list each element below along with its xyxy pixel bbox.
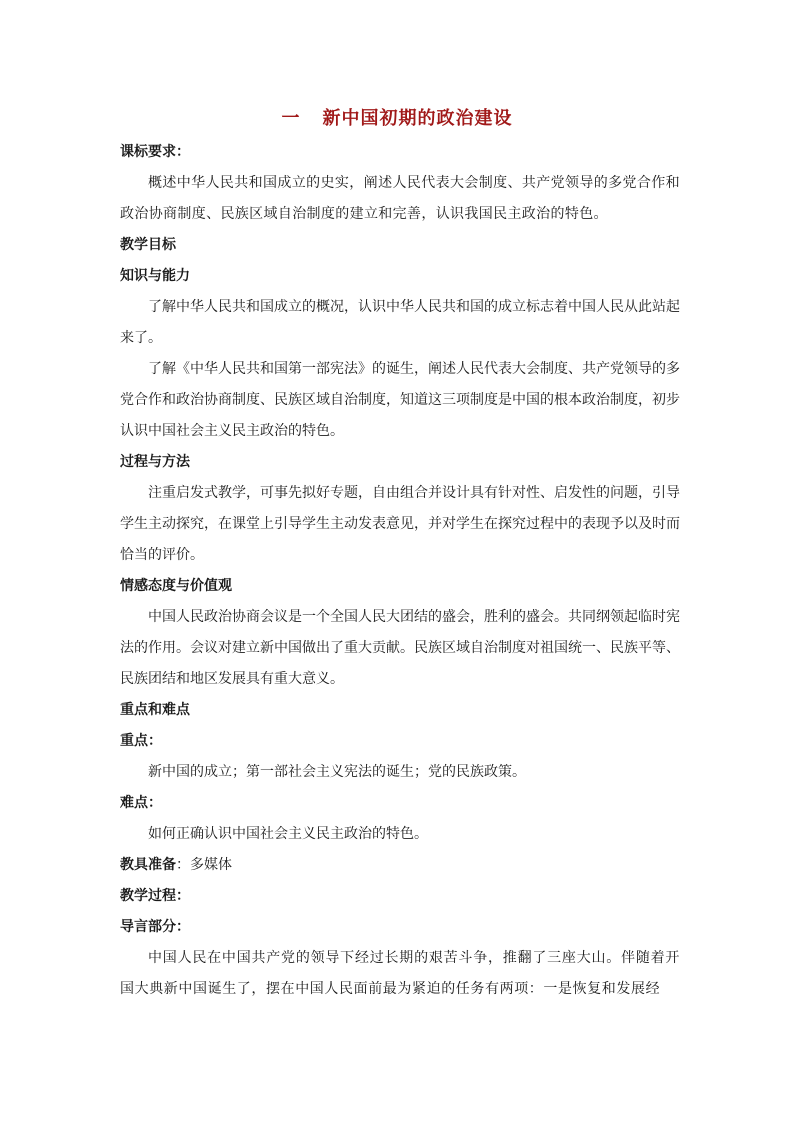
key-heading: 重点： [120,733,162,749]
emotion-heading: 情感态度与价值观 [120,578,232,594]
tools-value: ：多媒体 [176,857,232,873]
emotion-paragraph: 中国人民政治协商会议是一个全国人民大团结的盛会，胜利的盛会。共同纲领起临时宪法的作用。会议对建立新中国做出了重大贡献。民族区域自治制度对祖国统一、民族平等、民族团结和地区发展具有重大意义。 [120,609,680,687]
intro-paragraph: 中国人民在中国共产党的领导下经过长期的艰苦斗争，推翻了三座大山。伴随着开国大典新中国诞生了，摆在中国人民面前最为紧迫的任务有两项：一是恢复和发展经 [120,950,680,997]
curriculum-heading: 课标要求： [120,144,190,160]
document-body [120,137,680,1005]
process-paragraph: 注重启发式教学，可事先拟好专题，自由组合并设计具有针对性、启发性的问题，引导学生主动探究，在课堂上引导学生主动发表意见，并对学生在探究过程中的表现予以及时而恰当的评价。 [120,485,680,563]
knowledge-paragraph-2: 了解《中华人民共和国第一部宪法》的诞生，阐述人民代表大会制度、共产党领导的多党合作和政治协商制度、民族区域自治制度，知道这三项制度是中国的根本政治制度，初步认识中国社会主义民主政治的特色。 [120,361,680,439]
teaching-heading: 教学过程： [120,888,190,904]
knowledge-paragraph-1: 了解中华人民共和国成立的概况，认识中华人民共和国的成立标志着中国人民从此站起来了。 [120,299,680,346]
title-number: 一 [281,108,301,129]
goals-heading: 教学目标 [120,237,176,253]
tools-line [120,850,680,881]
tools-label: 教具准备 [120,857,176,873]
keypoints-heading: 重点和难点 [120,702,190,718]
difficulty-paragraph: 如何正确认识中国社会主义民主政治的特色。 [148,826,428,842]
knowledge-heading: 知识与能力 [120,268,190,284]
title-text: 新中国初期的政治建设 [322,108,513,129]
document-title [0,104,794,130]
difficulty-heading: 难点： [120,795,162,811]
key-paragraph: 新中国的成立；第一部社会主义宪法的诞生；党的民族政策。 [148,764,526,780]
process-heading: 过程与方法 [120,454,190,470]
intro-heading: 导言部分： [120,919,190,935]
curriculum-paragraph: 概述中华人民共和国成立的史实，阐述人民代表大会制度、共产党领导的多党合作和政治协商制度、民族区域自治制度的建立和完善，认识我国民主政治的特色。 [120,175,680,222]
